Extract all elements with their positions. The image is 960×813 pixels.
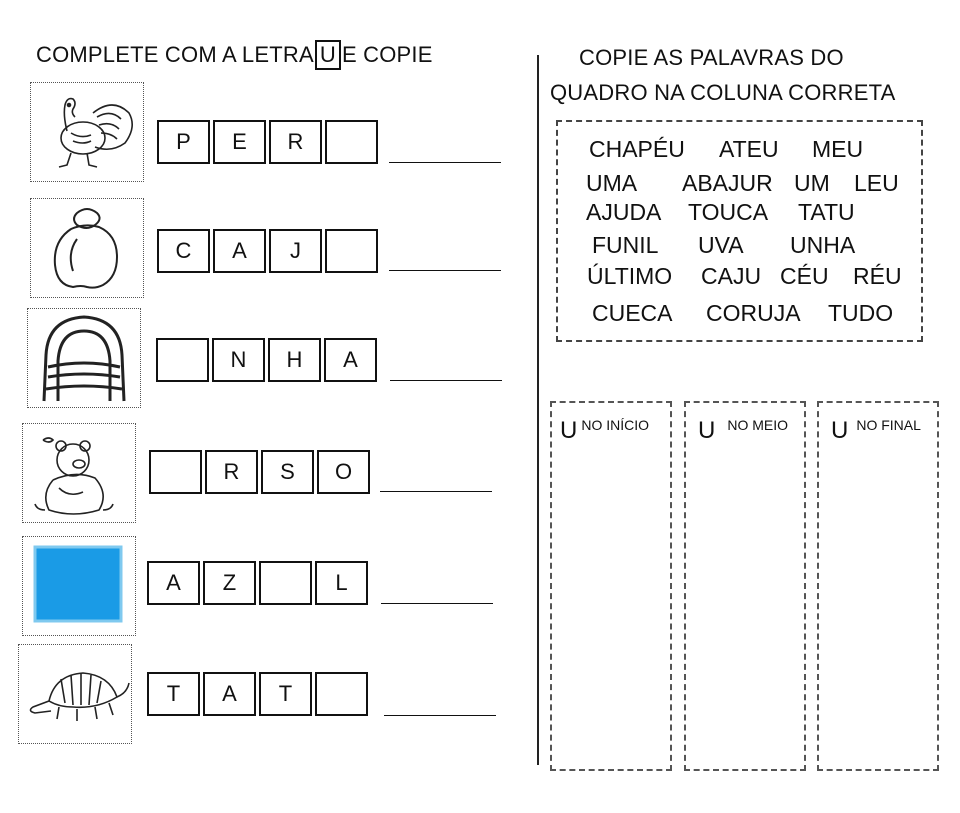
word: TUDO: [828, 300, 894, 326]
letter-cell[interactable]: N: [212, 338, 265, 382]
bear-picture: [22, 423, 136, 523]
letter-cell[interactable]: [149, 450, 202, 494]
answer-line-3[interactable]: [390, 380, 502, 381]
answer-line-6[interactable]: [384, 715, 496, 716]
letter-cell[interactable]: [325, 229, 378, 273]
letter-cell[interactable]: A: [147, 561, 200, 605]
letter-cell[interactable]: R: [269, 120, 322, 164]
word: MEU: [812, 136, 864, 162]
word: UM: [794, 170, 830, 196]
letter-cell[interactable]: [325, 120, 378, 164]
exercise-row-2: [157, 229, 381, 273]
word: TATU: [798, 199, 855, 225]
word: TOUCA: [688, 199, 769, 225]
bear-icon: [23, 424, 135, 522]
word: LEU: [854, 170, 899, 196]
answer-line-1[interactable]: [389, 162, 501, 163]
word: ATEU: [719, 136, 779, 162]
word: UMA: [586, 170, 638, 196]
column-label: NO INÍCIO: [581, 417, 650, 433]
turkey-icon: [31, 83, 143, 181]
letter-cell[interactable]: P: [157, 120, 210, 164]
fingernail-picture: [27, 308, 141, 408]
turkey-picture: [30, 82, 144, 182]
letter-cell[interactable]: A: [213, 229, 266, 273]
blue-square-picture: [22, 536, 136, 636]
word: CHAPÉU: [589, 136, 685, 162]
fingernail-icon: [28, 309, 140, 407]
right-title-line1: COPIE AS PALAVRAS DO: [579, 45, 844, 70]
word: CÉU: [780, 263, 829, 289]
letter-cell[interactable]: C: [157, 229, 210, 273]
armadillo-picture: [18, 644, 132, 744]
center-divider: [537, 55, 539, 765]
letter-cell[interactable]: [315, 672, 368, 716]
answer-line-4[interactable]: [380, 491, 492, 492]
answer-line-2[interactable]: [389, 270, 501, 271]
letter-cell[interactable]: E: [213, 120, 266, 164]
blue-square-icon: [23, 537, 135, 635]
column-inicio[interactable]: [550, 401, 672, 771]
left-title: [36, 40, 433, 70]
letter-cell[interactable]: S: [261, 450, 314, 494]
word: ÚLTIMO: [587, 263, 673, 289]
letter-cell[interactable]: L: [315, 561, 368, 605]
letter-cell[interactable]: [156, 338, 209, 382]
column-header: [698, 417, 788, 445]
left-title-letter: U: [315, 40, 341, 70]
exercise-row-1: [157, 120, 381, 164]
exercise-row-5: [147, 561, 371, 605]
letter-cell[interactable]: [259, 561, 312, 605]
column-letter: U: [698, 417, 716, 444]
letter-cell[interactable]: A: [324, 338, 377, 382]
column-final[interactable]: [817, 401, 939, 771]
column-header: [560, 417, 649, 445]
cashew-picture: [30, 198, 144, 298]
word: FUNIL: [592, 232, 659, 258]
word: ABAJUR: [682, 170, 773, 196]
word: UNHA: [790, 232, 856, 258]
word: CORUJA: [706, 300, 801, 326]
word: CAJU: [701, 263, 762, 289]
letter-cell[interactable]: Z: [203, 561, 256, 605]
column-label: NO MEIO: [727, 417, 789, 433]
letter-cell[interactable]: R: [205, 450, 258, 494]
armadillo-icon: [19, 645, 131, 743]
left-title-before: COMPLETE COM A LETRA: [36, 42, 314, 67]
column-letter: U: [831, 417, 849, 444]
word: AJUDA: [586, 199, 662, 225]
letter-cell[interactable]: A: [203, 672, 256, 716]
column-header: [831, 417, 921, 445]
exercise-row-4: [149, 450, 373, 494]
word: CUECA: [592, 300, 673, 326]
left-title-after: E COPIE: [341, 42, 433, 67]
letter-cell[interactable]: T: [259, 672, 312, 716]
column-meio[interactable]: [684, 401, 806, 771]
word: UVA: [698, 232, 744, 258]
cashew-icon: [31, 199, 143, 297]
letter-cell[interactable]: H: [268, 338, 321, 382]
word: RÉU: [853, 263, 902, 289]
column-letter: U: [560, 417, 578, 444]
exercise-row-6: [147, 672, 371, 716]
column-label: NO FINAL: [856, 417, 921, 433]
exercise-row-3: [156, 338, 380, 382]
answer-line-5[interactable]: [381, 603, 493, 604]
letter-cell[interactable]: O: [317, 450, 370, 494]
letter-cell[interactable]: J: [269, 229, 322, 273]
right-title-line2: QUADRO NA COLUNA CORRETA: [550, 80, 896, 105]
letter-cell[interactable]: T: [147, 672, 200, 716]
word-box: [556, 120, 923, 342]
